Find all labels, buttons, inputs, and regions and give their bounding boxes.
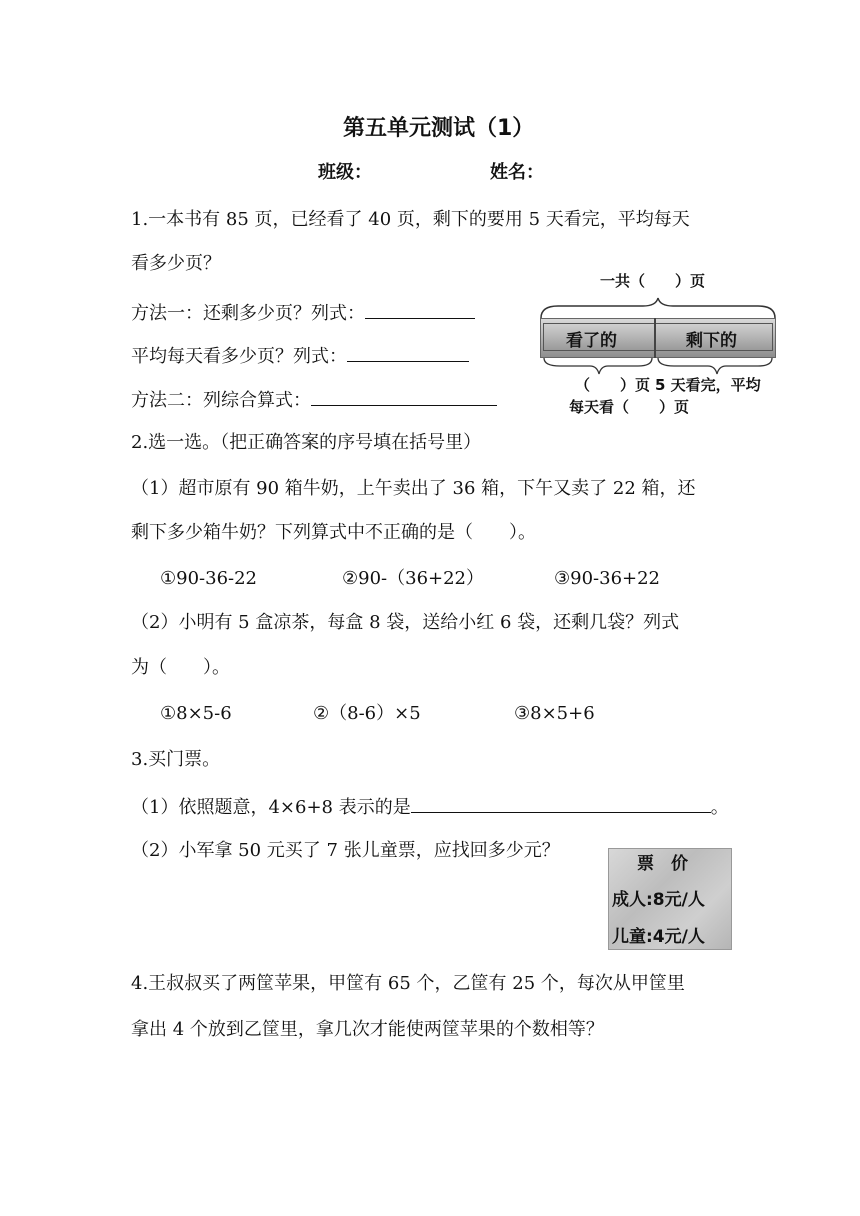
class-label: 班级： (318, 162, 372, 183)
q1-method1-label: 方法一：还剩多少页？列式： (131, 303, 365, 324)
q2-p1-option-2: ②90-（36+22） (342, 568, 485, 589)
diagram-days-note: 5 天看完，平均 (655, 376, 761, 394)
q2-p1-option-1: ①90-36-22 (160, 568, 258, 589)
q2-p1-option-3: ③90-36+22 (554, 568, 661, 589)
q2-p2-option-1: ①8×5-6 (160, 703, 232, 724)
page-title: 第五单元测试（1） (343, 116, 535, 141)
q3-heading: 3.买门票。 (131, 749, 221, 770)
q2-p1-line1: （1）超市原有 90 箱牛奶，上午卖出了 36 箱，下午又卖了 22 箱，还 (131, 478, 696, 499)
q3-p1-answer-blank[interactable] (411, 796, 711, 813)
ticket-title: 票 价 (637, 854, 688, 874)
q1-method1 (131, 302, 475, 323)
q2-p2-line1: （2）小明有 5 盒凉茶，每盒 8 袋，送给小红 6 袋，还剩几袋？列式 (131, 612, 680, 633)
q3-p1-end: 。 (710, 797, 729, 818)
diagram-bottom-braces (540, 356, 776, 376)
q1-method1b (131, 345, 469, 366)
diagram-total-label: 一共（ ）页 (600, 272, 706, 290)
q2-p2-option-2: ②（8-6）×5 (313, 703, 421, 724)
q2-p2-line2: 为（ ）。 (131, 657, 230, 678)
ticket-child-price: 儿童:4元/人 (612, 927, 705, 947)
q3-p1 (131, 796, 729, 817)
diagram-top-brace (538, 296, 778, 320)
q1-line2: 看多少页？ (131, 253, 221, 274)
q1-method1-answer-blank[interactable] (365, 302, 475, 319)
q1-method2-answer-blank[interactable] (311, 389, 497, 406)
q2-p1-line2: 剩下多少箱牛奶？下列算式中不正确的是（ ）。 (131, 522, 536, 543)
diagram-per-day-note: 每天看（ ）页 (569, 398, 690, 416)
q4-line1: 4.王叔叔买了两筐苹果，甲筐有 65 个，乙筐有 25 个，每次从甲筐里 (131, 973, 685, 994)
diagram-remaining-label: 剩下的 (686, 331, 737, 351)
diagram-seen-pages: （ ）页 (575, 376, 651, 394)
q1-method1b-answer-blank[interactable] (347, 345, 469, 362)
q1-method2-label: 方法二：列综合算式： (131, 390, 311, 411)
name-label: 姓名： (490, 162, 544, 183)
q2-heading: 2.选一选。（把正确答案的序号填在括号里） (131, 432, 482, 453)
q3-p2: （2）小军拿 50 元买了 7 张儿童票，应找回多少元？ (131, 840, 560, 861)
q1-line1: 1.一本书有 85 页，已经看了 40 页，剩下的要用 5 天看完，平均每天 (131, 209, 690, 230)
diagram-bar-divider (654, 318, 656, 358)
ticket-adult-price: 成人:8元/人 (612, 890, 705, 910)
q1-method2 (131, 389, 497, 410)
q1-method1b-label: 平均每天看多少页？列式： (131, 346, 347, 367)
q2-p2-option-3: ③8×5+6 (514, 703, 595, 724)
q3-p1-text: （1）依照题意，4×6+8 表示的是 (131, 797, 411, 818)
q4-line2: 拿出 4 个放到乙筐里，拿几次才能使两筐苹果的个数相等？ (131, 1019, 604, 1040)
diagram-seen-label: 看了的 (566, 331, 617, 351)
